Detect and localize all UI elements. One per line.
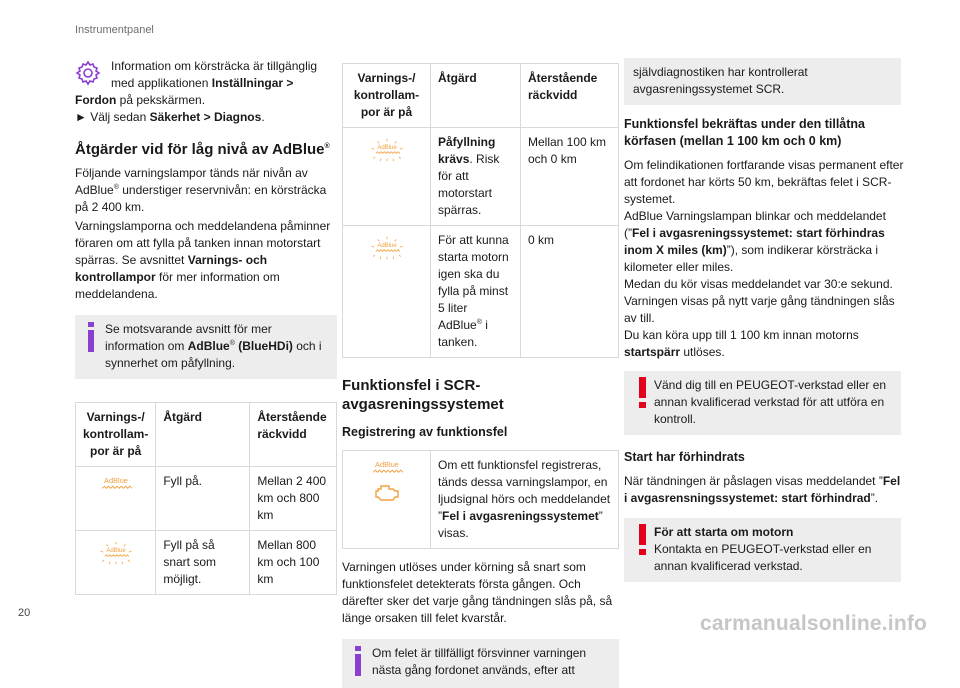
info-box-adblue: Se motsvarande avsnitt för mer information om AdBlue® (BlueHDi) och i synnerhet om påfyllning. [75, 315, 337, 379]
table-low-level [75, 402, 337, 595]
table-header-row: Varnings-/ kontrollam- por är på Åtgärd Återstående räckvidd [76, 403, 337, 467]
page-header: Instrumentpanel [75, 24, 154, 36]
malfunction-subheading: Registrering av funktionsfel [342, 425, 508, 439]
warning-box-restart: För att starta om motorn Kontakta en PEUGEOT-verkstad eller en annan kvalificerad verkstad. [624, 518, 901, 582]
page-number: 20 [18, 607, 31, 619]
malfunction-heading: Funktionsfel i SCR-avgasreningssystemet [342, 377, 504, 413]
info-icon [353, 646, 363, 676]
low-level-para-2: Varningslamporna och meddelandena påminner föraren om att fylla på tanken innan motorstart spärras. Se avsnittet Varnings- och kontrollampor för mer information om meddelandena. [75, 219, 331, 301]
confirmed-para-3: Medan du kör visas meddelandet var 30:e sekund. Varningen visas på nytt varje gång tändningen slås av till. [624, 277, 895, 325]
warning-icon [638, 524, 647, 556]
table-header-row: Varnings-/ kontrollam- por är på Åtgärd Återstående räckvidd [343, 64, 619, 128]
settings-note: Information om körsträcka är tillgänglig med applikationen Inställningar > [75, 58, 337, 92]
confirmed-para-1: Om felindikationen fortfarande visas permanent efter att fordonet har körts 50 km, bekräftas felet i SCR-systemet. [624, 158, 904, 206]
malfunction-para: Varningen utlöses under körning så snart som funktionsfelet detekterats första gången. Och därefter sker det varje gång tändningen slås på, så länge orsaken till felet kvarstår. [342, 560, 613, 625]
table-row: Fyll på så snart som möjligt. Mellan 800 km och 100 km [76, 531, 337, 595]
low-level-para-1: Följande varningslampor tänds när nivån av AdBlue® understiger reservnivån: en körsträcka på 2 400 km. [75, 166, 327, 214]
adblue-flashing-icon [98, 541, 134, 565]
adblue-icon [369, 457, 405, 477]
confirmed-para-2: AdBlue Varningslampan blinkar och meddelandet (”Fel i avgasreningssystemet: start förhindras inom X miles (km)”), som indikerar körsträcka i kilometer eller miles. [624, 209, 886, 274]
adblue-icon [98, 473, 134, 493]
column-2 [342, 58, 619, 688]
malfunction-lamps [342, 450, 619, 549]
confirmed-heading: Funktionsfel bekräftas under den tillåtna körfasen (mellan 1 100 km och 0 km) [624, 117, 866, 148]
adblue-flashing-icon [369, 236, 405, 260]
column-1 [75, 58, 337, 595]
adblue-flashing-icon [369, 138, 405, 162]
start-prevented-para: När tändningen är påslagen visas meddelandet ”Fel i avgasrensningssystemet: start förhindrad”. [624, 474, 901, 505]
gear-icon [75, 60, 101, 86]
start-prevented-heading: Start har förhindrats [624, 450, 745, 464]
watermark: carmanualsonline.info [700, 612, 928, 635]
table-row: Om ett funktionsfel registreras, tänds dessa varningslampor, en ljudsignal hörs och meddelandet ”Fel i avgasreningssystemet” visas. [343, 451, 619, 549]
info-icon [86, 322, 96, 352]
warning-box-workshop: Vänd dig till en PEUGEOT-verkstad eller en annan kvalificerad verkstad för att utföra en kontroll. [624, 371, 901, 435]
low-level-heading: Åtgärder vid för låg nivå av AdBlue® [75, 141, 330, 158]
settings-note-cont: Fordon på pekskärmen. [75, 93, 206, 107]
confirmed-para-4: Du kan köra upp till 1 100 km innan motorns startspärr utlöses. [624, 328, 859, 359]
table-row: Påfyllning krävs. Risk för att motorstart spärras. Mellan 100 km och 0 km [343, 128, 619, 226]
settings-step: ► Välj sedan Säkerhet > Diagnos. [75, 110, 265, 124]
engine-icon [374, 481, 400, 503]
table-row: För att kunna starta motorn igen ska du fylla på minst 5 liter AdBlue® i tanken. 0 km [343, 226, 619, 358]
column-3 [624, 58, 904, 582]
table-row: Fyll på. Mellan 2 400 km och 800 km [76, 467, 337, 531]
table-critical-level [342, 63, 619, 358]
warning-icon [638, 377, 647, 409]
info-box-continued: självdiagnostiken har kontrollerat avgasreningssystemet SCR. [624, 58, 901, 105]
info-box-temporary: Om felet är tillfälligt försvinner varningen nästa gång fordonet används, efter att [342, 639, 619, 688]
